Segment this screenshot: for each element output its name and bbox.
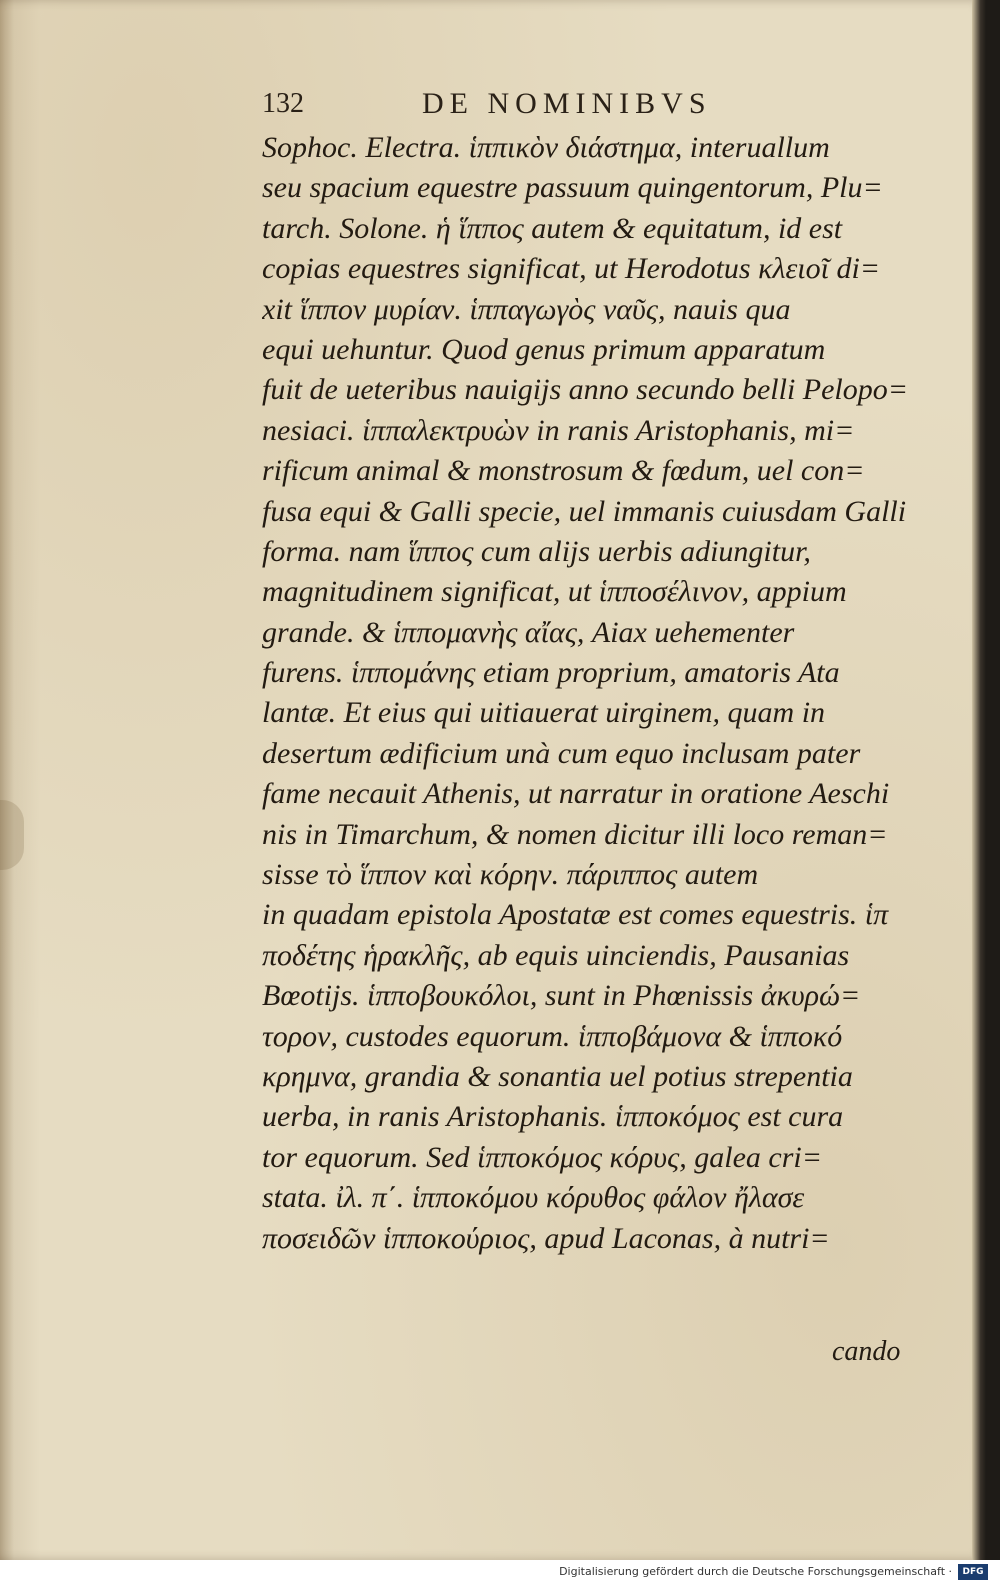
text-line: fame necauit Athenis, ut narratur in oratione Aeschi — [262, 777, 890, 811]
text-line: τορον, custodes equorum. ἱπποβάμονα & ἱπποκό — [262, 1019, 843, 1053]
text-line: fuit de ueteribus nauigijs anno secundo belli Pelopo= — [262, 373, 908, 407]
body-text — [262, 128, 932, 1259]
text-line: desertum ædificium unà cum equo inclusam pater — [262, 736, 861, 770]
page-number: 132 — [262, 88, 304, 119]
text-line: forma. nam ἵππος cum alijs uerbis adiungitur, — [262, 534, 811, 568]
text-line: xit ἵππον μυρίαν. ἱππαγωγὸς ναῦς, nauis qua — [262, 292, 791, 326]
dfg-logo-icon: DFG — [958, 1564, 988, 1580]
text-line: nis in Timarchum, & nomen dicitur illi loco reman= — [262, 817, 888, 851]
text-line: copias equestres significat, ut Herodotus κλειοῖ di= — [262, 252, 881, 286]
text-line: uerba, in ranis Aristophanis. ἱπποκόμος est cura — [262, 1100, 844, 1134]
text-line: ποσειδῶν ἱπποκούριος, apud Laconas, à nutri= — [262, 1221, 830, 1255]
catchword: cando — [832, 1336, 901, 1367]
text-line: magnitudinem significat, ut ἱπποσέλινον, appium — [262, 575, 847, 609]
running-head-title: DE NOMINIBVS — [422, 87, 712, 120]
text-line: tarch. Solone. ἡ ἵππος autem & equitatum, id est — [262, 211, 843, 245]
footer-bar — [0, 1560, 1000, 1585]
text-line: seu spacium equestre passuum quingentorum, Plu= — [262, 171, 883, 205]
text-line: Sophoc. Electra. ἱππικὸν διάστημα, interuallum — [262, 131, 830, 164]
text-line: rificum animal & monstrosum & fœdum, uel con= — [262, 454, 865, 488]
text-line: nesiaci. ἱππαλεκτρυὼν in ranis Aristophanis, mi= — [262, 413, 855, 447]
text-line: grande. & ἱππομανὴς αἴας, Aiax uehementer — [262, 615, 795, 649]
text-line: in quadam epistola Apostatæ est comes equestris. ἱπ — [262, 898, 889, 932]
running-head — [262, 84, 762, 124]
funding-credit: Digitalisierung gefördert durch die Deutsche Forschungsgemeinschaft · — [559, 1565, 952, 1578]
text-line: ποδέτης ἡρακλῆς, ab equis uinciendis, Pausanias — [262, 938, 850, 972]
page-fold-mark — [0, 800, 24, 870]
text-line: lantæ. Et eius qui uitiauerat uirginem, quam in — [262, 696, 826, 730]
book-spine-edge — [972, 0, 986, 1560]
text-line: κρημνα, grandia & sonantia uel potius strepentia — [262, 1059, 853, 1093]
text-line: furens. ἱππομάνης etiam proprium, amatoris Ata — [262, 656, 840, 690]
text-line: fusa equi & Galli specie, uel immanis cuiusdam Galli — [262, 494, 907, 528]
text-line: tor equorum. Sed ἱπποκόμος κόρυς, galea cri= — [262, 1140, 822, 1174]
text-line: stata. ἰλ. π΄. ἱπποκόμου κόρυθος φάλον ἤλασε — [262, 1181, 805, 1215]
text-line: equi uehuntur. Quod genus primum apparatum — [262, 332, 826, 366]
text-line: Bœotijs. ἱπποβουκόλοι, sunt in Phœnissis ἀκυρώ= — [262, 979, 861, 1013]
text-line: sisse τὸ ἵππον καὶ κόρην. πάριππος autem — [262, 858, 759, 892]
